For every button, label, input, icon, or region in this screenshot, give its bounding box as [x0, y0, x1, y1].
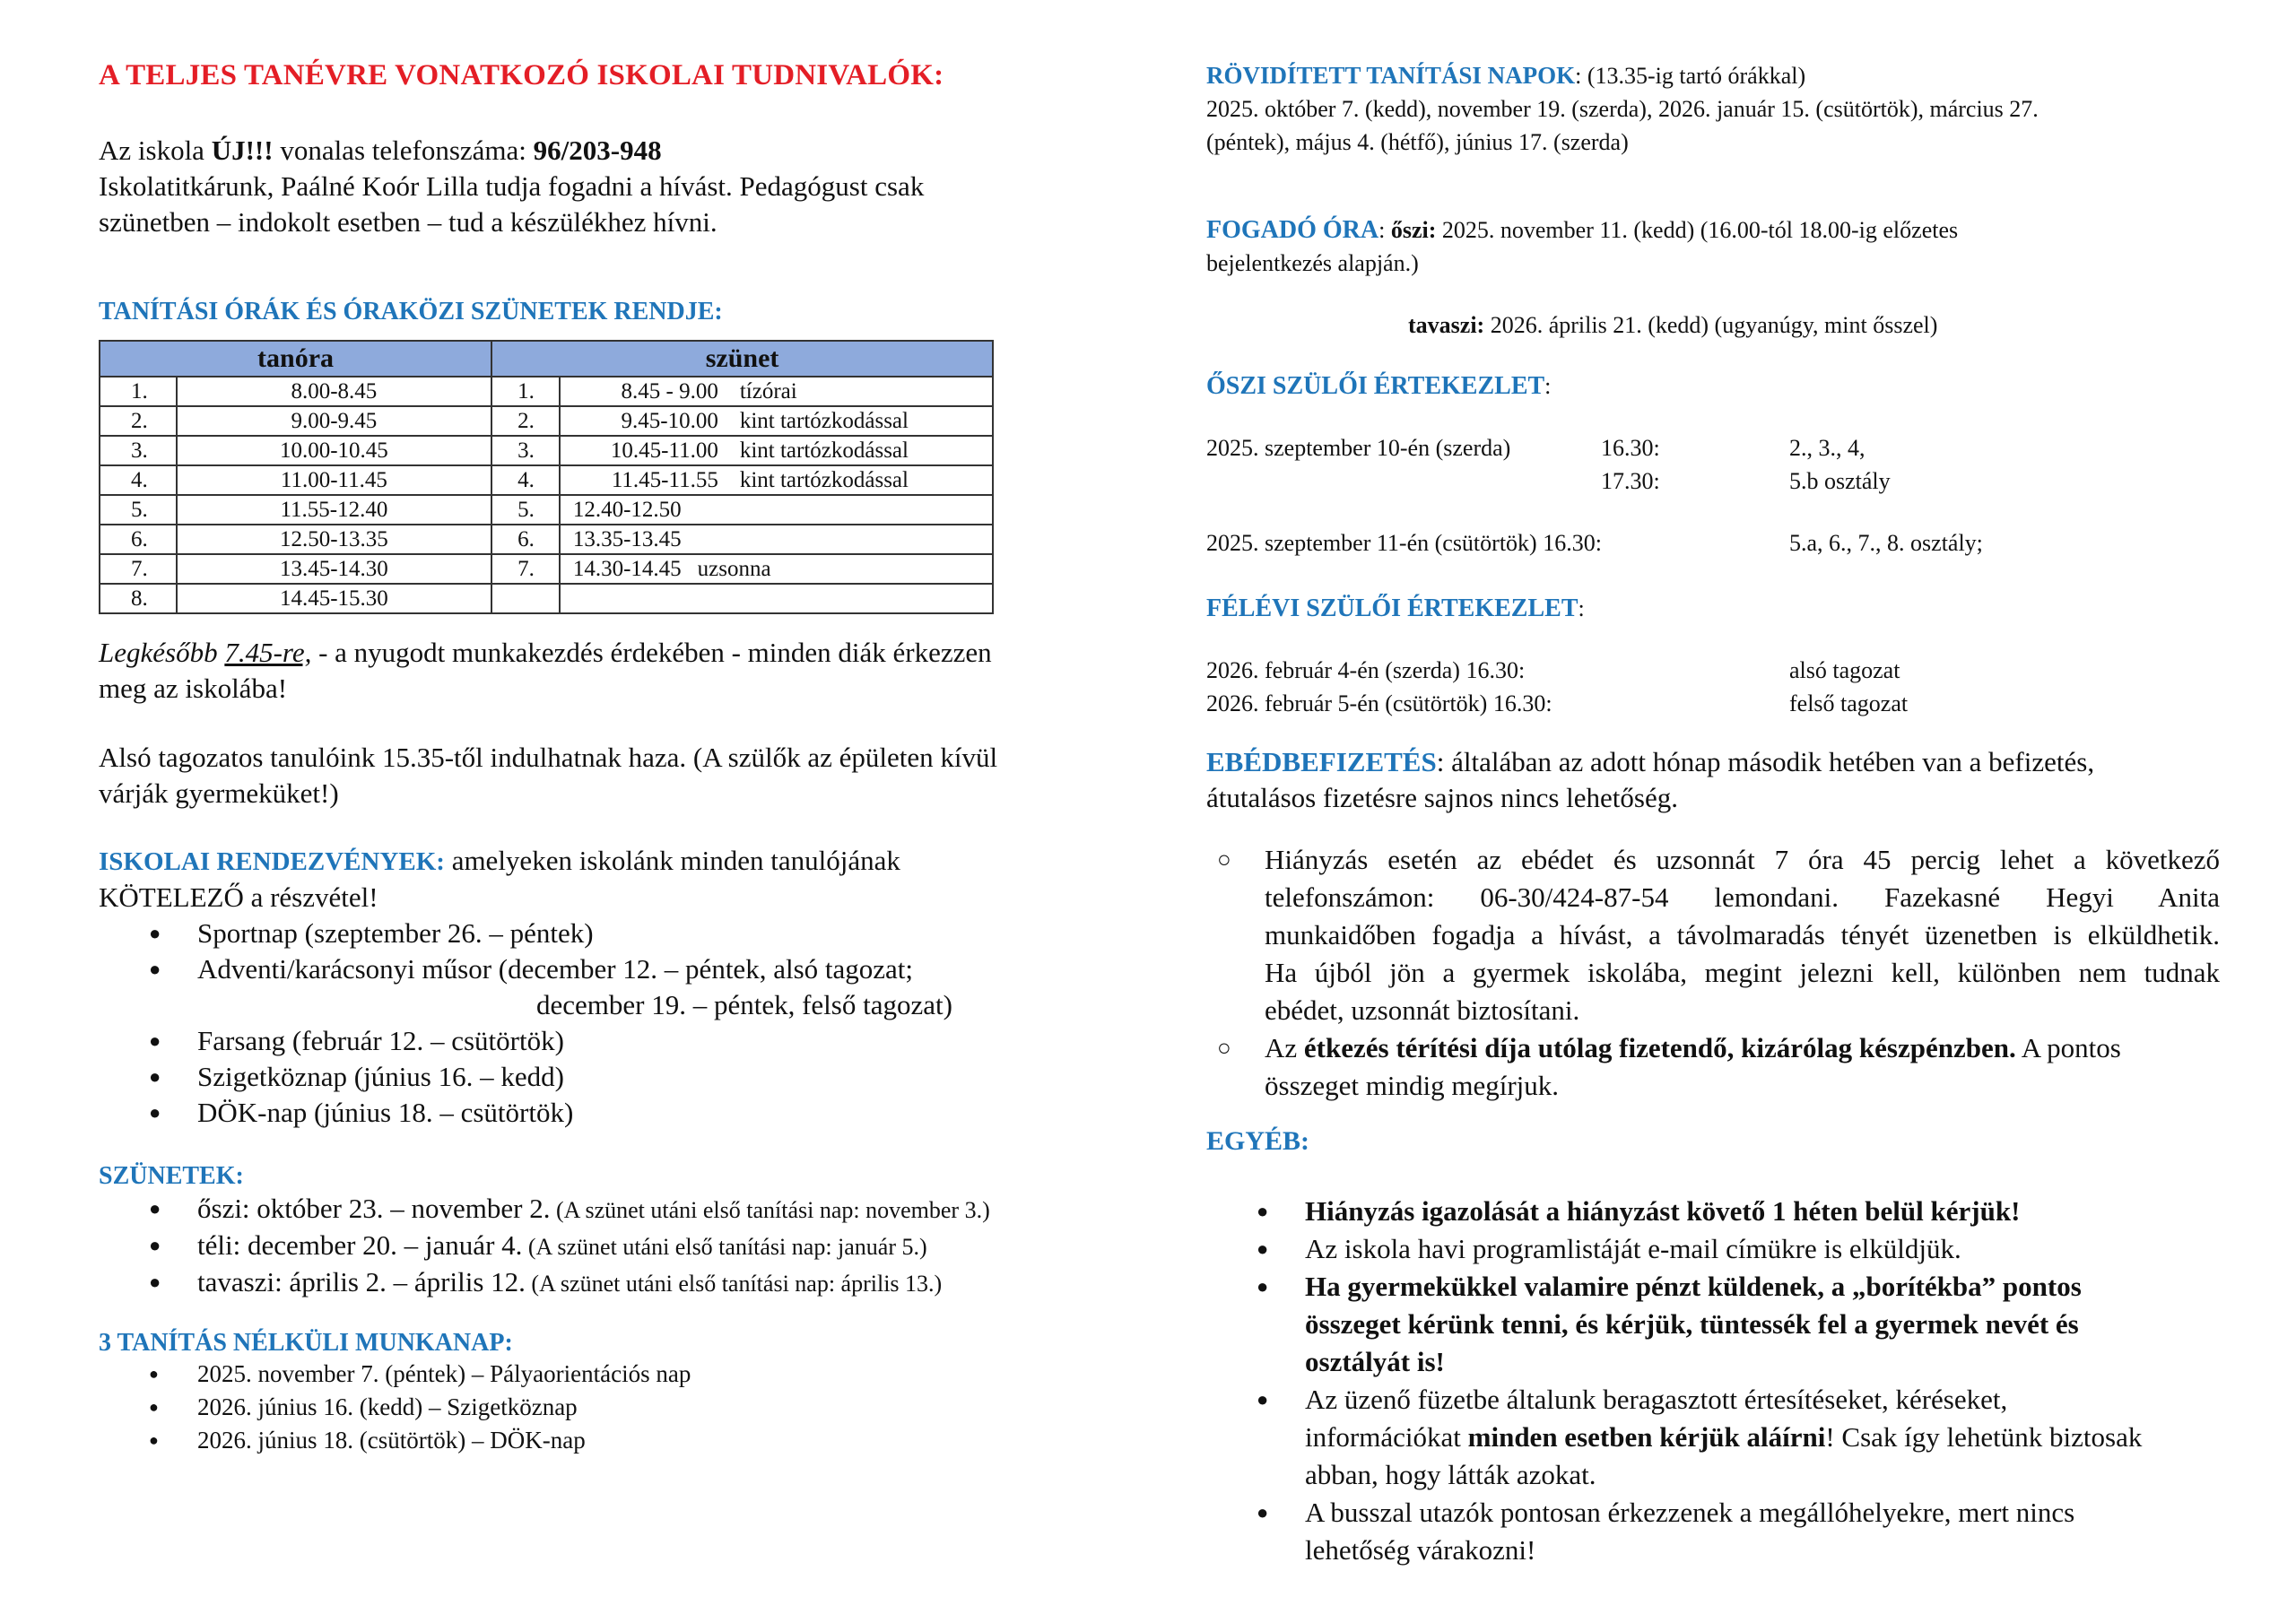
list-item: ● téli: december 20. – január 4. (A szünet utáni első tanítási nap: január 5.)	[149, 1229, 927, 1261]
list-item: ● Hiányzás igazolását a hiányzást követő 1 héten belül kérjük!	[1206, 1193, 2229, 1230]
bullet-icon: ●	[1257, 1501, 1269, 1523]
bullet-icon: ●	[149, 1197, 161, 1219]
phone-middle: vonalas telefonszáma:	[273, 135, 534, 166]
bullet-icon: ●	[149, 1271, 161, 1293]
list-item: ● DÖK-nap (június 18. – csütörtök)	[99, 1095, 1121, 1131]
breaks-section	[99, 1162, 1139, 1301]
bullet-icon: ●	[149, 922, 161, 944]
workdays-section	[99, 1329, 996, 1457]
list-item: ● 2026. június 18. (csütörtök) – DÖK-nap	[99, 1424, 996, 1457]
new-label: ÚJ!!!	[211, 135, 274, 166]
schedule-heading: TANÍTÁSI ÓRÁK ÉS ÓRAKÖZI SZÜNETEK RENDJE:	[99, 298, 723, 325]
list-item: ● Adventi/karácsonyi műsor (december 12. – péntek, alsó tagozat; december 19. – péntek, felső tagozat)	[149, 953, 952, 1020]
semester-meeting-section: FÉLÉVI SZÜLŐI ÉRTEKEZLET: 2026. február 4-én (szerda) 16.30: alsó tagozat 2026. február 5-én (csütörtök) 16.30: felső tagozat	[1206, 592, 2229, 720]
bullet-icon: ●	[149, 1029, 161, 1052]
phone-prefix: Az iskola	[99, 135, 212, 166]
bullet-icon: ●	[149, 1365, 159, 1383]
list-item: ● Sportnap (szeptember 26. – péntek)	[99, 916, 1121, 951]
bullet-icon: ●	[149, 1065, 161, 1088]
list-item: ○ Az étkezés térítési díja utólag fizetendő, kizárólag készpénzben. A pontos összeget mindig megírjuk.	[1206, 1029, 2220, 1105]
schedule-table	[99, 340, 994, 614]
table-row: 2. 9.00-9.45 2. 9.45-10.00 kint tartózkodással	[100, 406, 993, 436]
list-item: ● őszi: október 23. – november 2. (A szünet utáni első tanítási nap: november 3.)	[149, 1193, 990, 1224]
phone-info	[99, 133, 1085, 240]
bullet-icon: ●	[149, 1234, 161, 1256]
table-row: 5. 11.55-12.40 5. 12.40-12.50	[100, 495, 993, 525]
page-title: A TELJES TANÉVRE VONATKOZÓ ISKOLAI TUDNIVALÓK:	[99, 59, 944, 91]
lunch-heading: EBÉDBEFIZETÉS	[1206, 746, 1437, 777]
workdays-heading: 3 TANÍTÁS NÉLKÜLI MUNKANAP:	[99, 1329, 513, 1357]
events-heading: ISKOLAI RENDEZVÉNYEK:	[99, 847, 445, 876]
bullet-icon: ●	[149, 1398, 159, 1416]
short-days-heading: RÖVIDÍTETT TANÍTÁSI NAPOK	[1206, 62, 1576, 89]
meeting-row: 2026. február 5-én (csütörtök) 16.30: felső tagozat	[1206, 690, 1909, 716]
breaks-heading: SZÜNETEK:	[99, 1162, 244, 1190]
arrival-time: 7.45-re,	[224, 637, 312, 668]
autumn-meeting-section: ŐSZI SZÜLŐI ÉRTEKEZLET: 2025. szeptember 10-én (szerda) 16.30: 2., 3., 4, 17.30: 5.b osztály 2025. szeptember 11-én (csütörtök) 16.30: 5.a, 6., 7., 8. osztály;	[1206, 369, 2229, 560]
list-item: ● Farsang (február 12. – csütörtök)	[99, 1023, 1121, 1059]
col-lesson-header: tanóra	[100, 341, 491, 377]
meeting-row: 17.30: 5.b osztály	[1601, 468, 1891, 494]
short-days-section: RÖVIDÍTETT TANÍTÁSI NAPOK: (13.35-ig tartó órákkal) 2025. október 7. (kedd), november 19. (szerda), 2026. január 15. (csütörtök), március 27. (péntek), május 4. (hétfő), június 17. (szerda)	[1206, 62, 2039, 155]
meeting-row: 2026. február 4-én (szerda) 16.30: alsó tagozat	[1206, 657, 1900, 683]
events-list	[99, 916, 1121, 1131]
autumn-meeting-heading: ŐSZI SZÜLŐI ÉRTEKEZLET	[1206, 372, 1545, 400]
other-heading: EGYÉB:	[1206, 1126, 1310, 1156]
circle-bullet-icon: ○	[1217, 846, 1231, 872]
meeting-row: 2025. szeptember 11-én (csütörtök) 16.30: 5.a, 6., 7., 8. osztály;	[1206, 530, 1983, 556]
leaving-note: Alsó tagozatos tanulóink 15.35-től indulhatnak haza. (A szülők az épületen kívül várják gyermeküket!)	[99, 742, 998, 809]
list-item: ● A busszal utazók pontosan érkezzenek a megállóhelyekre, mert nincs lehetőség várakozni!	[1206, 1494, 2229, 1569]
office-hours-heading: FOGADÓ ÓRA	[1206, 216, 1379, 244]
list-item: ● Szigetköznap (június 16. – kedd)	[99, 1059, 1121, 1095]
bullet-icon: ●	[149, 958, 161, 980]
lunch-section: EBÉDBEFIZETÉS: általában az adott hónap második hetében van a befizetés, átutalásos fizetésre sajnos nincs lehetőség.	[1206, 746, 2095, 813]
list-item: ● Ha gyermekükkel valamire pénzt küldenek, a „borítékba” pontos összeget kérünk tenni, és kérjük, tüntessék fel a gyermek nevét és osztályát is!	[1206, 1268, 2229, 1381]
table-row: 6. 12.50-13.35 6. 13.35-13.45	[100, 525, 993, 554]
bullet-icon: ●	[149, 1101, 161, 1124]
table-row: 7. 13.45-14.30 7. 14.30-14.45 uzsonna	[100, 554, 993, 584]
list-item: ○ Hiányzás esetén az ebédet és uzsonnát 7 óra 45 percig lehet a következő telefonszámon: 06-30/424-87-54 lemondani. Fazekasné Hegyi Anita munkaidőben fogadja a hívást, a távolmaradás tényét üzenetben is elküldhetik. Ha újból jön a gyermek iskolába, megint jelezni kell, különben nem tudnak ebédet, uzsonnát biztosítani.	[1206, 841, 2220, 1029]
arrival-note: Legkésőbb 7.45-re, - a nyugodt munkakezdés érdekében - minden diák érkezzen meg az iskolába!	[99, 637, 992, 704]
table-row: 3. 10.00-10.45 3. 10.45-11.00 kint tartózkodással	[100, 436, 993, 465]
col-break-header: szünet	[491, 341, 993, 377]
lunch-list	[1206, 841, 2220, 1105]
semester-meeting-heading: FÉLÉVI SZÜLŐI ÉRTEKEZLET	[1206, 595, 1578, 622]
bullet-icon: ●	[1257, 1275, 1269, 1298]
phone-line3: szünetben – indokolt esetben – tud a készülékhez hívni.	[99, 206, 718, 238]
bullet-icon: ●	[1257, 1388, 1269, 1410]
table-row: 4. 11.00-11.45 4. 11.45-11.55 kint tartózkodással	[100, 465, 993, 495]
bullet-icon: ●	[1257, 1200, 1269, 1222]
bullet-icon: ●	[149, 1431, 159, 1449]
table-row: 8. 14.45-15.30	[100, 584, 993, 613]
list-item: ● tavaszi: április 2. – április 12. (A szünet utáni első tanítási nap: április 13.)	[149, 1266, 943, 1298]
meeting-row: 2025. szeptember 10-én (szerda) 16.30: 2., 3., 4,	[1206, 435, 1866, 461]
list-item: ● 2026. június 16. (kedd) – Szigetköznap	[99, 1391, 996, 1424]
list-item: ● Az üzenő füzetbe általunk beragasztott értesítéseket, kéréseket, információkat minden esetben kérjük aláírni! Csak így lehetünk biztosak abban, hogy látták azokat.	[1206, 1381, 2229, 1494]
phone-number: 96/203-948	[533, 135, 662, 166]
table-row: 1. 8.00-8.45 1. 8.45 - 9.00 tízórai	[100, 377, 993, 406]
office-hours-section: FOGADÓ ÓRA: őszi: 2025. november 11. (kedd) (16.00-tól 18.00-ig előzetes bejelentkezés alapján.) tavaszi: 2026. április 21. (kedd) (ugyanúgy, mint ősszel)	[1206, 216, 1959, 338]
list-item: ● 2025. november 7. (péntek) – Pályaorientációs nap	[99, 1358, 996, 1391]
events-section: ISKOLAI RENDEZVÉNYEK: amelyeken iskolánk minden tanulójának KÖTELEZŐ a részvétel! ● Sportnap (szeptember 26. – péntek) ● Adventi/karácsonyi műsor (december 12. – péntek, alsó tagozat; december 19. – péntek, felső tagozat) ● Farsang (február 12. – csütörtök) ● Szigetköznap (június 16. – kedd) ● DÖK-nap (június 18. – csütörtök)	[99, 843, 1121, 1131]
other-section	[1206, 1126, 2229, 1569]
list-item: ● Az iskola havi programlistáját e-mail címükre is elküldjük.	[1206, 1230, 2229, 1268]
bullet-icon: ●	[1257, 1237, 1269, 1260]
phone-line2: Iskolatitkárunk, Paálné Koór Lilla tudja fogadni a hívást. Pedagógust csak	[99, 170, 925, 202]
circle-bullet-icon: ○	[1217, 1035, 1231, 1061]
